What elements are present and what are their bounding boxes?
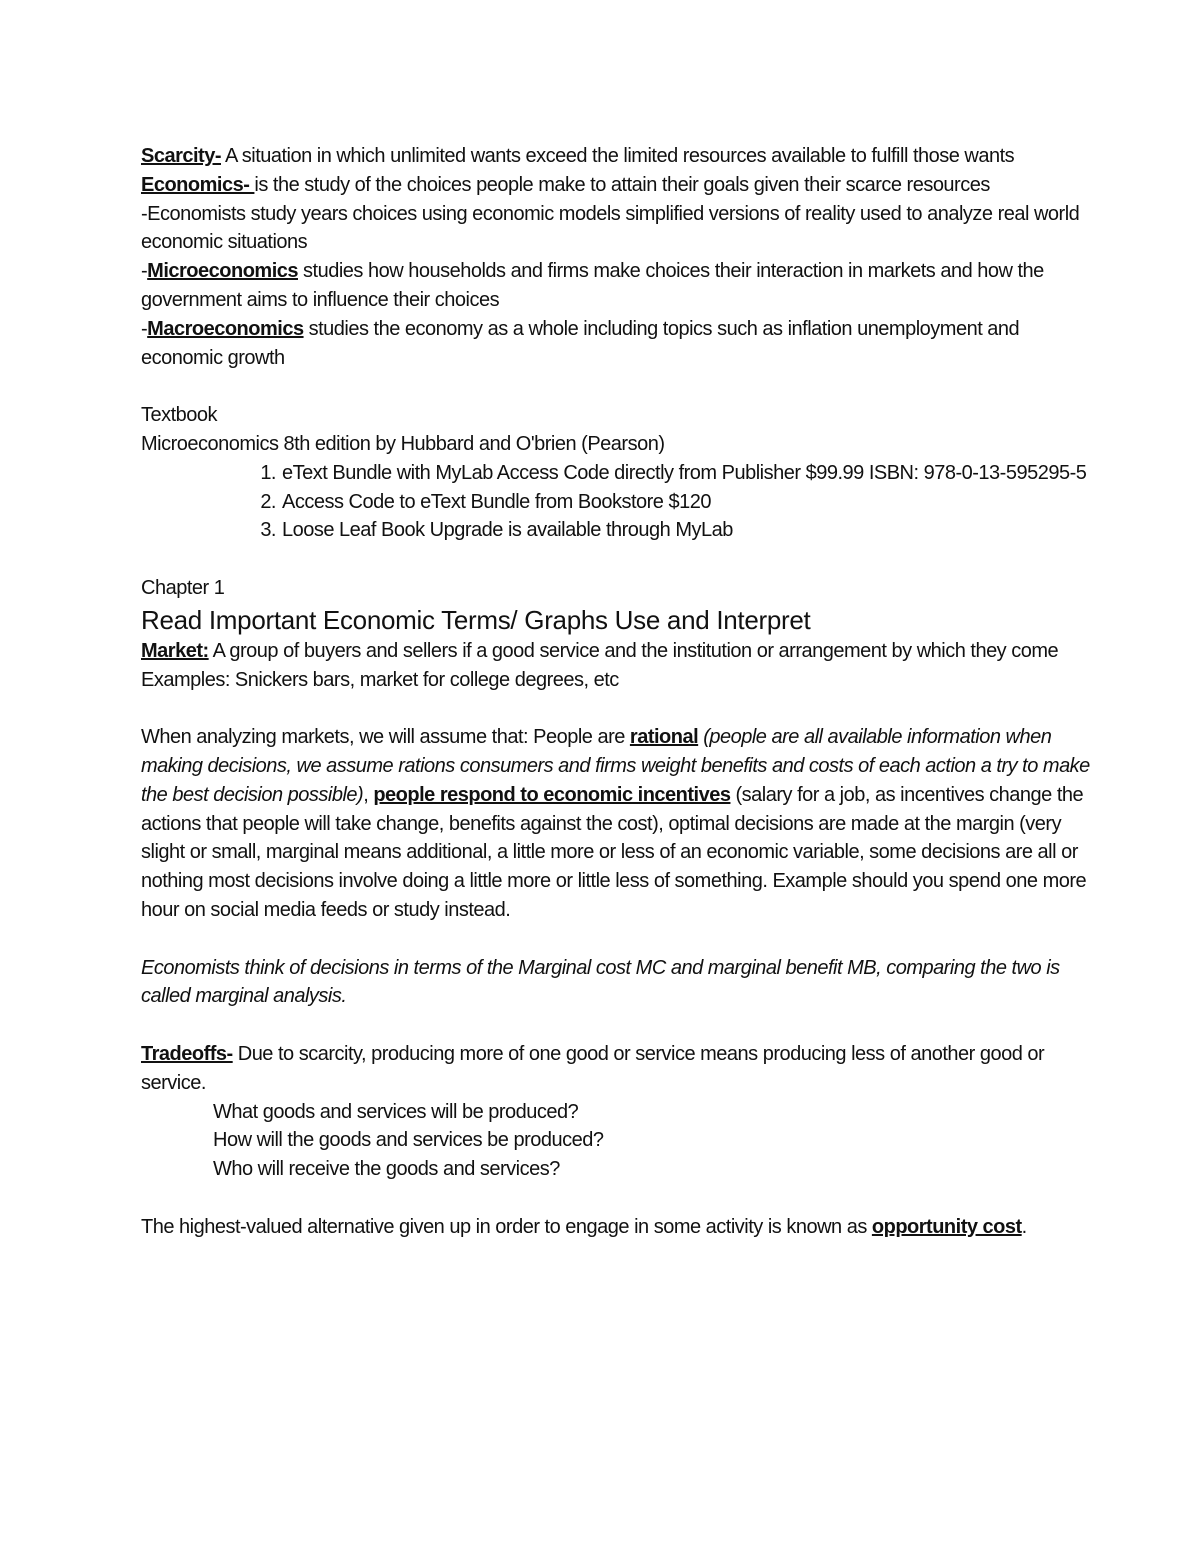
micro-dash: - xyxy=(141,260,148,283)
spacer xyxy=(141,925,1100,954)
market-term: Market: xyxy=(141,639,209,662)
list-number: 3. xyxy=(260,519,276,542)
chapter-heading: Read Important Economic Terms/ Graphs Use and Interpret xyxy=(141,604,811,635)
list-item xyxy=(260,459,1100,488)
incentives-term: people respond to economic incentives xyxy=(373,783,731,806)
tradeoffs-term: Tradeoffs- xyxy=(141,1042,233,1065)
spacer xyxy=(141,1011,1100,1040)
list-number: 2. xyxy=(260,490,276,513)
tradeoff-question: Who will receive the goods and services? xyxy=(213,1158,560,1181)
microeconomics-term: Microeconomics xyxy=(147,260,298,283)
spacer xyxy=(141,1184,1100,1213)
list-text: Loose Leaf Book Upgrade is available through MyLab xyxy=(282,519,733,542)
economics-text: is the study of the choices people make to attain their goals given their scarce resources xyxy=(254,173,990,196)
market-definition xyxy=(141,637,1100,666)
macroeconomics-definition xyxy=(141,315,1100,373)
opportunity-period: . xyxy=(1021,1215,1027,1238)
list-number: 1. xyxy=(260,461,276,484)
spacer xyxy=(141,372,1100,401)
textbook-label: Textbook xyxy=(141,404,218,427)
spacer xyxy=(141,545,1100,574)
assumptions-paragraph xyxy=(141,723,1100,925)
list-text: eText Bundle with MyLab Access Code directly from Publisher $99.99 ISBN: 978-0-13-595295-5 xyxy=(282,461,1087,484)
tradeoffs-text: Due to scarcity, producing more of one good or service means producing less of another good or service. xyxy=(141,1042,1045,1094)
scarcity-definition xyxy=(141,142,1100,171)
marginal-analysis-text: Economists think of decisions in terms of the Marginal cost MC and marginal benefit MB, comparing the two is called marginal analysis. xyxy=(141,956,1060,1008)
list-item xyxy=(260,488,1100,517)
opportunity-cost-paragraph xyxy=(141,1213,1100,1242)
tradeoffs-definition xyxy=(141,1040,1100,1098)
microeconomics-text: studies how households and firms make choices their interaction in markets and how the government aims to influence their choices xyxy=(141,260,1044,311)
list-text: Access Code to eText Bundle from Bookstore $120 xyxy=(282,490,711,513)
tradeoff-question: How will the goods and services be produced? xyxy=(213,1129,604,1152)
rational-note: (people are all available information when making decisions, we assume rations consumers and firms weight benefits and costs of each action a try to make the best decision possible) xyxy=(141,726,1090,806)
tradeoff-question: What goods and services will be produced? xyxy=(213,1100,579,1123)
market-text: A group of buyers and sellers if a good service and the institution or arrangement by which they come xyxy=(208,639,1059,662)
textbook-options-list xyxy=(141,459,1100,545)
economics-definition xyxy=(141,171,1100,200)
scarcity-text: A situation in which unlimited wants exceed the limited resources available to fulfill those wants xyxy=(221,145,1015,167)
models-text: -Economists study years choices using economic models simplified versions of reality used to analyze real world economic situations xyxy=(141,202,1080,254)
market-examples: Examples: Snickers bars, market for college degrees, etc xyxy=(141,668,619,691)
textbook-title: Microeconomics 8th edition by Hubbard and O'brien (Pearson) xyxy=(141,432,665,455)
list-item xyxy=(260,516,1100,545)
opportunity-text: The highest-valued alternative given up in order to engage in some activity is known as xyxy=(141,1215,872,1238)
rational-term: rational xyxy=(629,726,699,749)
macroeconomics-term: Macroeconomics xyxy=(147,317,304,340)
macro-dash: - xyxy=(141,317,148,340)
spacer xyxy=(141,694,1100,723)
macroeconomics-text: studies the economy as a whole including topics such as inflation unemployment and economic growth xyxy=(141,317,1020,369)
opportunity-cost-term: opportunity cost xyxy=(871,1215,1022,1238)
assumptions-rest: (salary for a job, as incentives change the actions that people will take change, benefits against the cost), optimal decisions are made at the margin (very slight or small, marginal means additional, a little more or less of an economic variable, some decisions are all or nothing most decisions involve doing a little more or little less of something. Example should you spend one more hour on social media feeds or study instead. xyxy=(141,783,1087,921)
assumptions-intro: When analyzing markets, we will assume that: People are xyxy=(141,726,630,749)
microeconomics-definition xyxy=(141,257,1100,315)
economics-term: Economics- xyxy=(141,173,255,196)
assumptions-comma: , xyxy=(363,783,374,806)
scarcity-term: Scarcity- xyxy=(141,145,221,167)
chapter-label: Chapter 1 xyxy=(141,576,225,599)
